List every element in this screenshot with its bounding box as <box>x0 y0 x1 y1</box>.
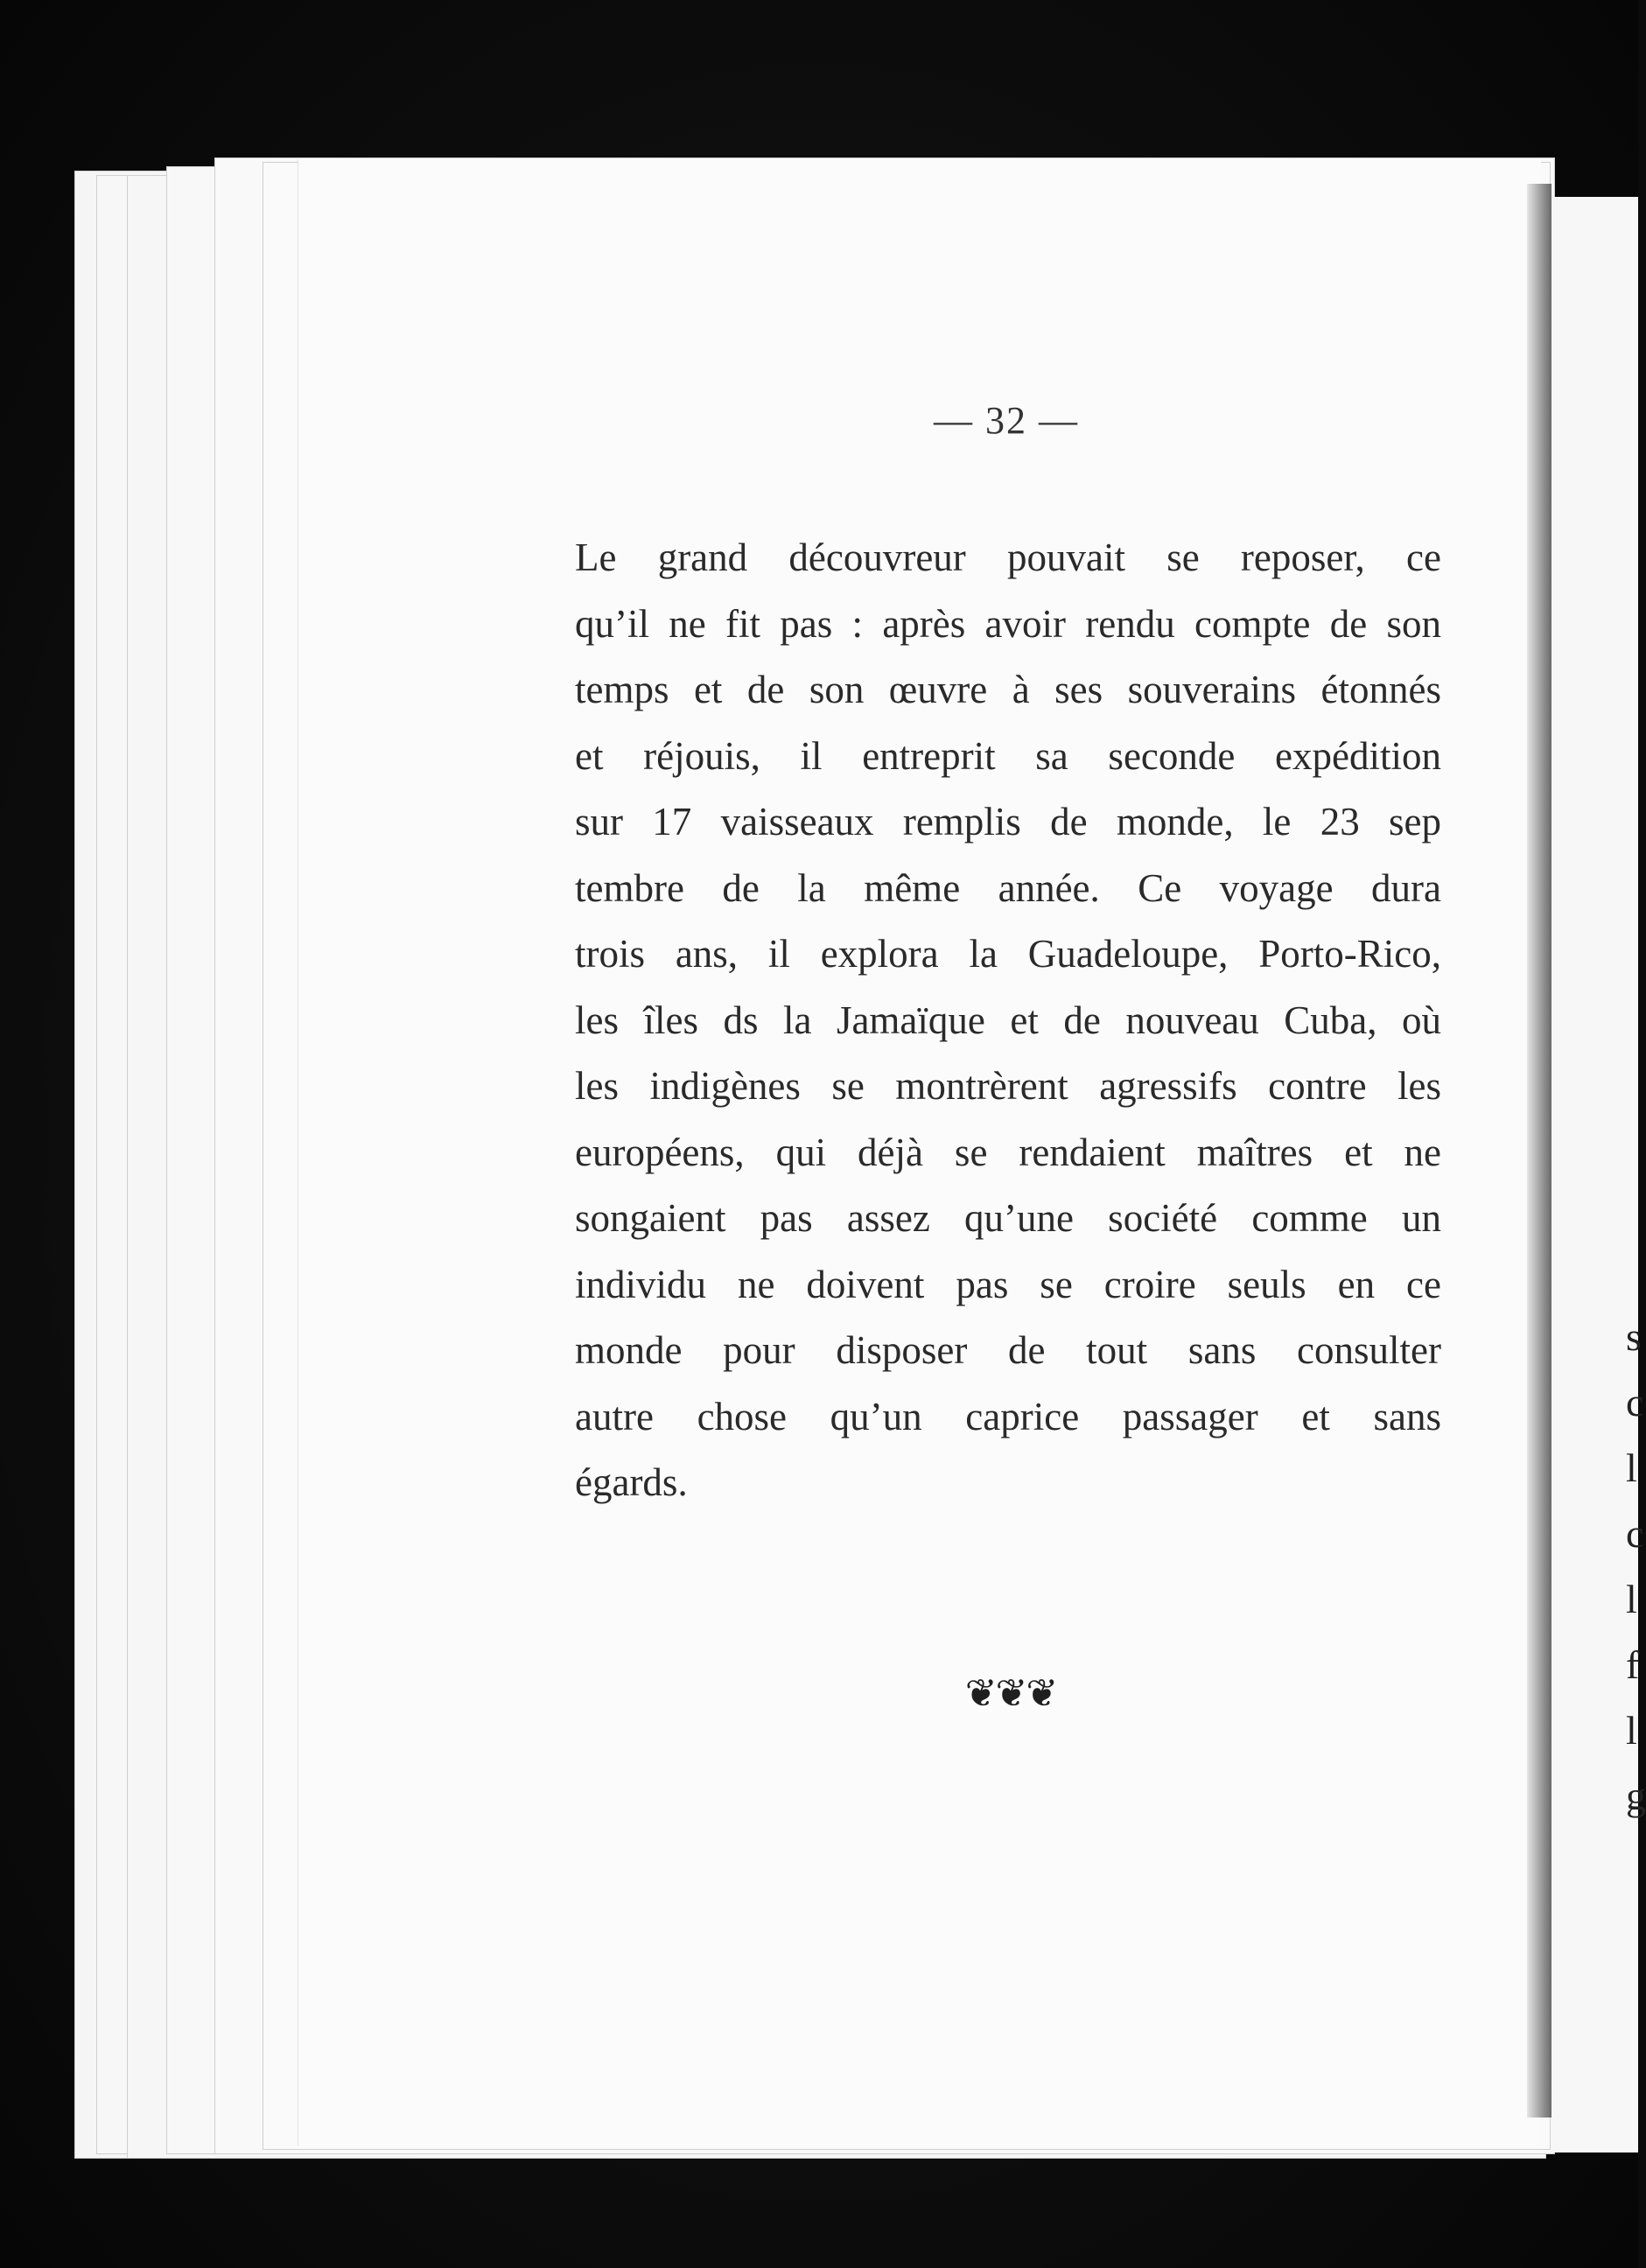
fleuron-ornament-icon: ❦❦❦ <box>964 1672 1057 1715</box>
text-line: Le grand découvreur pouvait se reposer, ce <box>575 536 1441 579</box>
facing-letter: c <box>1626 1511 1644 1556</box>
facing-page-partial-text <box>1626 1304 1646 1829</box>
body-paragraph <box>575 525 1441 1516</box>
page-gutter-shadow <box>1527 184 1551 2118</box>
text-line: trois ans, il explora la Guadeloupe, Porto-Rico, <box>575 932 1441 976</box>
text-line: et réjouis, il entreprit sa seconde expédition <box>575 733 1441 778</box>
facing-letter: c <box>1626 1380 1644 1424</box>
facing-letter: f <box>1626 1642 1640 1687</box>
facing-letter: s <box>1626 1314 1642 1359</box>
facing-letter: l <box>1626 1708 1637 1753</box>
facing-letter: g <box>1626 1774 1646 1818</box>
facing-page <box>1551 197 1646 2152</box>
facing-letter: l <box>1626 1446 1637 1490</box>
text-line: européens, qui déjà se rendaient maîtres et ne <box>575 1130 1441 1174</box>
text-line: égards. <box>575 1460 688 1504</box>
text-line: monde pour disposer de tout sans consulter <box>575 1328 1441 1372</box>
text-line: songaient pas assez qu’une société comme un <box>575 1196 1441 1240</box>
facing-letter: l <box>1626 1577 1637 1621</box>
page-number: — 32 — <box>934 399 1079 442</box>
text-line: autre chose qu’un caprice passager et sans <box>575 1394 1441 1438</box>
text-line: les indigènes se montrèrent agressifs contre les <box>575 1064 1441 1108</box>
text-line: tembre de la même année. Ce voyage dura <box>575 865 1441 910</box>
text-line: individu ne doivent pas se croire seuls en ce <box>575 1262 1441 1306</box>
text-line: les îles ds la Jamaïque et de nouveau Cuba, où <box>575 998 1441 1042</box>
text-line: temps et de son œuvre à ses souverains étonnés <box>575 668 1441 711</box>
text-line: qu’il ne fit pas : après avoir rendu compte de son <box>575 601 1441 646</box>
text-line: sur 17 vaisseaux remplis de monde, le 23 sep <box>575 800 1441 844</box>
